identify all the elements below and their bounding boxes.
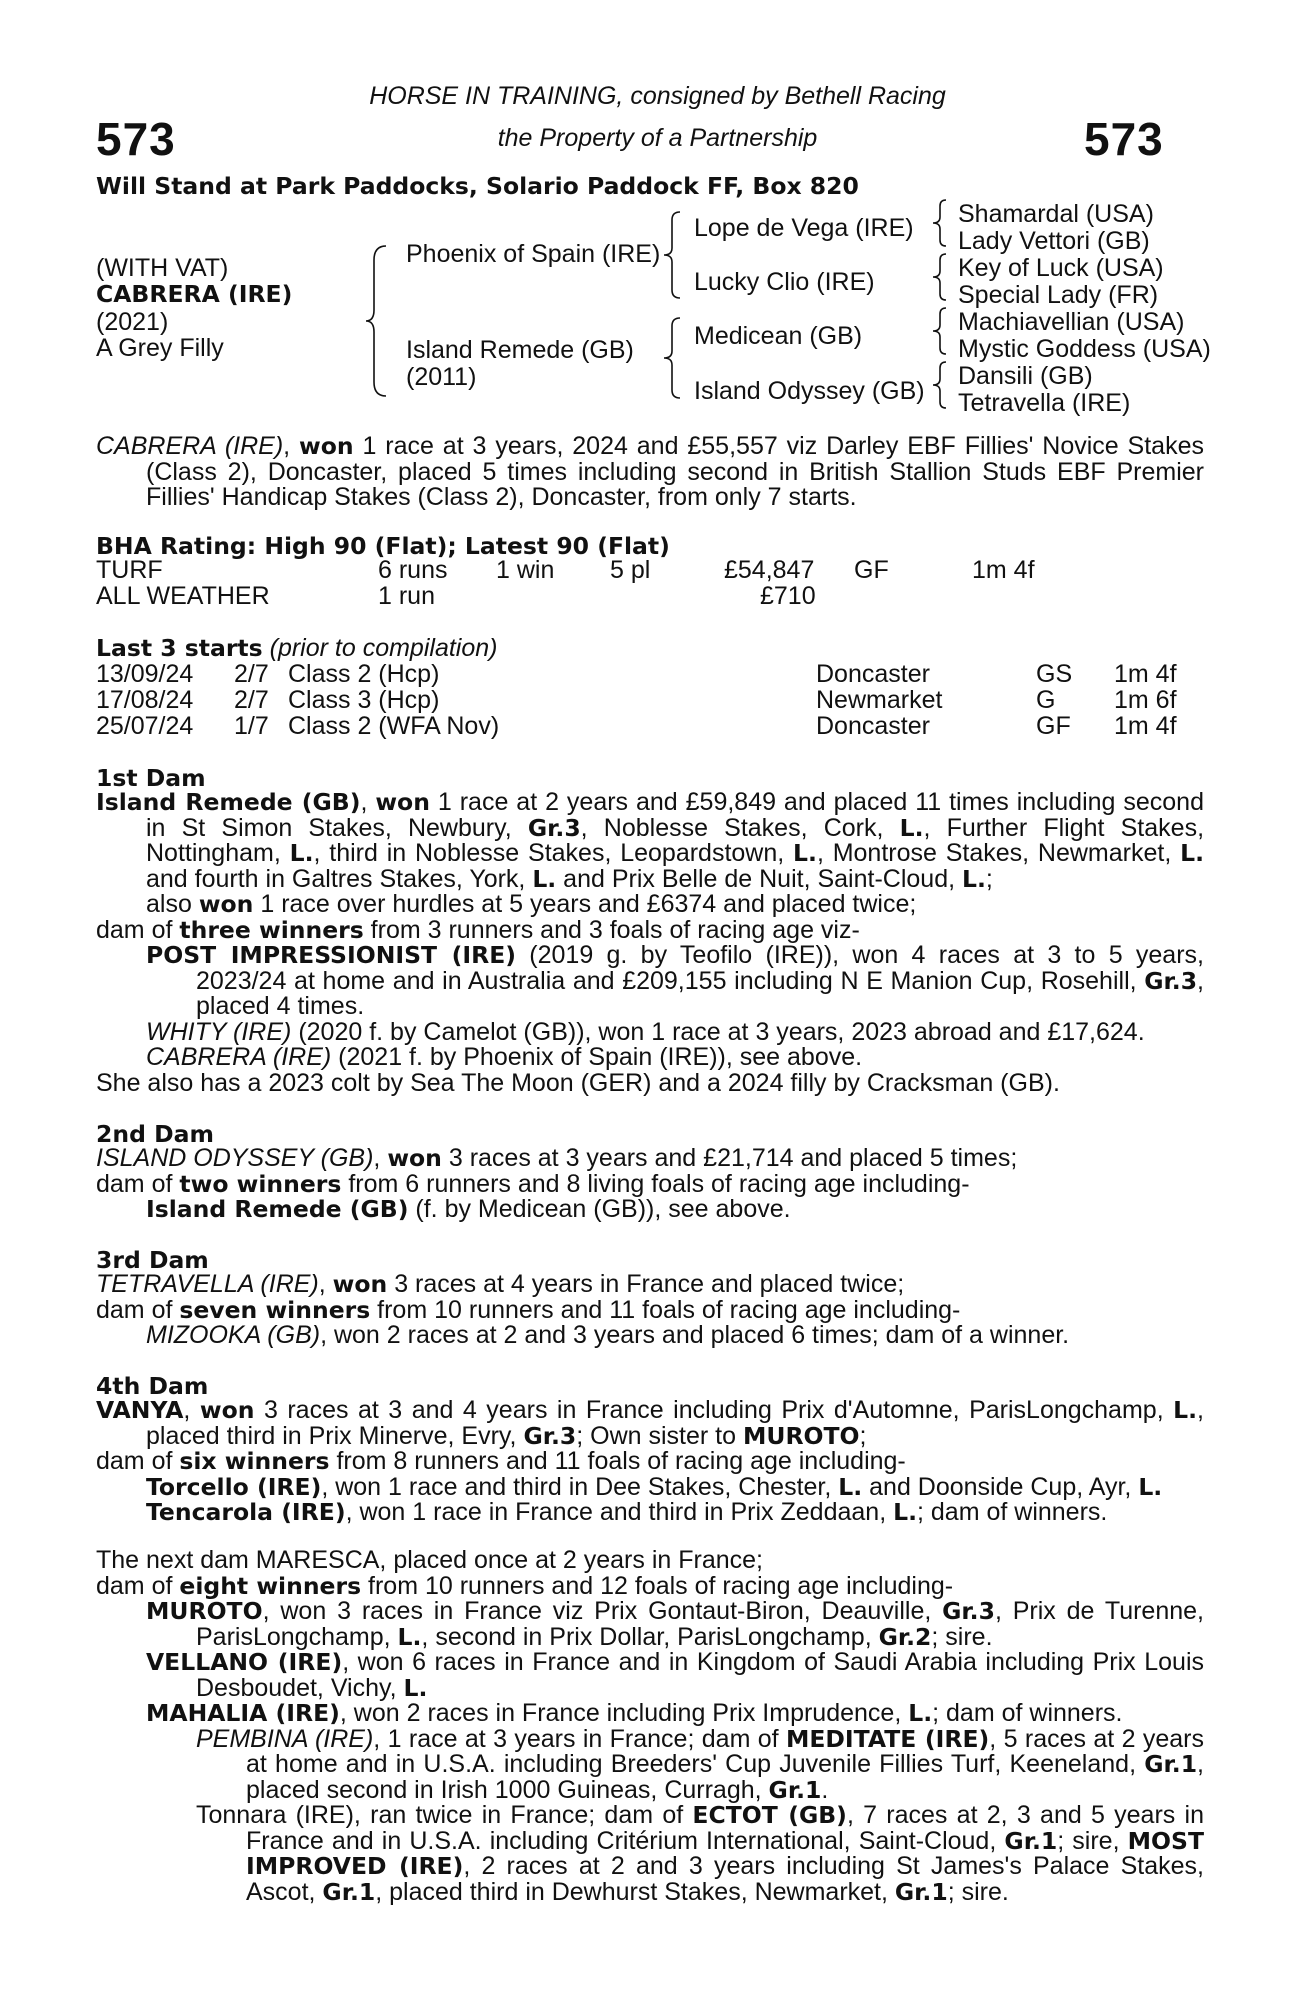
grade: L.: [793, 839, 817, 867]
record-placed: 5 pl: [610, 556, 651, 584]
first-dam-record: Island Remede (GB), won 1 race at 2 years and £59,849 and placed 11 times including second in St Simon Stakes, Newbury, Gr.3, Noblesse Stakes, Cork, L., Further Flight Stakes, Nottingham, L., third in Noblesse Stakes, Leopardstown, L., Montrose Stakes, Newmarket, L. and fourth in Galtres Stakes, York, L. and Prix Belle de Nuit, Saint-Cloud, L.; also won 1 race over hurdles at 5 years and £6374 and placed twice;: [96, 788, 1205, 918]
start-date: 25/07/24: [96, 712, 194, 740]
grade: L.: [1180, 839, 1204, 867]
dam-name: ISLAND ODYSSEY (GB): [96, 1144, 374, 1172]
summary-won: won: [299, 432, 354, 460]
first-dam-produce-intro: [96, 915, 1204, 944]
sire-brace-icon: [668, 212, 682, 298]
text: ; Own sister to: [576, 1421, 743, 1450]
text: , 7 races at 2, 3 and 5 years in France and in U.S.A. including Critérium International, Saint-Cloud,: [246, 1801, 1204, 1855]
lot-number-right: 573: [1084, 113, 1164, 165]
text: ;: [985, 864, 993, 893]
start-course: Newmarket: [816, 686, 943, 714]
text: , won 2 races in France including Prix Imprudence,: [339, 1699, 909, 1727]
horse-description: A Grey Filly: [96, 334, 224, 362]
text: 1 race over hurdles at 5 years and £6374 and placed twice;: [253, 890, 917, 918]
grade: Gr.1: [1004, 1826, 1058, 1855]
won-label: won: [387, 1144, 442, 1172]
text: , third in Noblesse Stakes, Leopardstown,: [313, 839, 794, 867]
text: dam of: [96, 1447, 180, 1475]
summary-text: 1 race at 3 years, 2024 and £55,557 viz Darley EBF Fillies' Novice Stakes (Class 2), Doncaster, placed 5 times including second in British Stallion Studs EBF Premier Fillies' Handicap Stakes (Class 2), Doncaster, from only 7 starts.: [146, 432, 1204, 511]
text: dam of: [96, 1571, 180, 1600]
text: , won 1 race and third in Dee Stakes, Chester,: [321, 1472, 839, 1501]
sire-sire-sire: Shamardal (USA): [958, 200, 1154, 228]
text: dam of: [96, 1169, 180, 1198]
third-dam-section: TETRAVELLA (IRE), won 3 races at 4 years in France and placed twice; dam of seven winners from 10 runners and 11 foals of racing age including- MIZOOKA (GB), won 2 races at 2 and 3 years and placed 6 times; dam of a winner.: [96, 1272, 1204, 1349]
text: , 1 race at 3 years in France; dam of: [373, 1724, 786, 1753]
dam-name: VANYA: [96, 1396, 184, 1424]
text: ; sire,: [1057, 1826, 1128, 1855]
produce-entry: [96, 1599, 1204, 1650]
text: also: [146, 890, 199, 918]
produce-name: ECTOT (GB): [692, 1801, 847, 1829]
text: , placed third in Dewhurst Stakes, Newmarket,: [375, 1877, 895, 1906]
text: (2021 f. by Phoenix of Spain (IRE)), see above.: [331, 1043, 863, 1071]
produce-name: MIZOOKA (GB): [146, 1321, 321, 1349]
second-dam-heading: 2nd Dam: [96, 1120, 214, 1148]
produce-name: MEDITATE (IRE): [785, 1724, 990, 1753]
grade: Gr.3: [1144, 966, 1198, 995]
grade: Gr.1: [894, 1877, 948, 1906]
text: from 10 runners and 12 foals of racing age including-: [361, 1571, 954, 1600]
produce-entry: [96, 943, 1204, 1020]
last-starts-title: Last 3 starts: [96, 634, 263, 662]
start-position: 1/7: [234, 712, 269, 740]
produce-entry: [96, 1500, 1204, 1526]
text: , won 1 race in France and third in Prix Zeddaan,: [345, 1498, 894, 1526]
text: ; dam of winners.: [917, 1498, 1108, 1526]
text: 3 races at 4 years in France and placed twice;: [387, 1270, 905, 1298]
start-distance: 1m 6f: [1114, 686, 1177, 714]
text: (2020 f. by Camelot (GB)), won 1 race at 3 years, 2023 abroad and £17,624.: [291, 1017, 1145, 1046]
text: , Noblesse Stakes, Cork,: [580, 813, 900, 842]
grade: Gr.3: [527, 813, 581, 842]
text: and fourth in Galtres Stakes, York,: [146, 864, 533, 893]
start-course: Doncaster: [816, 660, 930, 688]
text: , 2 races at 2 and 3 years including St James's Palace Stakes, Ascot,: [246, 1852, 1204, 1906]
record-surface: TURF: [96, 556, 163, 584]
text: from 8 runners and 11 foals of racing age including-: [329, 1447, 906, 1475]
text: from 6 runners and 8 living foals of racing age including-: [341, 1169, 970, 1198]
winners-count: seven winners: [179, 1295, 371, 1324]
last-starts-heading: [96, 636, 497, 662]
text: , won 3 races in France viz Prix Gontaut-Biron, Deauville,: [262, 1597, 943, 1625]
produce-name: Tencarola (IRE): [146, 1498, 346, 1526]
next-dam-line: The next dam MARESCA, placed once at 2 years in France;: [96, 1546, 763, 1574]
grade: L.: [289, 839, 314, 867]
produce-name: CABRERA (IRE): [146, 1043, 332, 1071]
grade: L.: [908, 1699, 933, 1727]
text: , Prix de Turenne, ParisLongchamp,: [196, 1597, 1204, 1651]
record-surface: ALL WEATHER: [96, 582, 270, 610]
grade: Gr.3: [942, 1597, 995, 1625]
dam-sire-dam: Mystic Goddess (USA): [958, 335, 1211, 363]
main-brace-icon: [370, 246, 390, 396]
produce-name: MAHALIA (IRE): [146, 1699, 340, 1727]
produce-entry: [96, 1650, 1204, 1701]
start-date: 13/09/24: [96, 660, 194, 688]
lot-number-left: 573: [96, 113, 176, 165]
text: dam of: [96, 915, 180, 944]
produce-entry: [96, 1045, 1204, 1071]
grade: L.: [962, 864, 986, 893]
grade: Gr.1: [1144, 1750, 1198, 1778]
dam-sire: Medicean (GB): [694, 322, 863, 350]
text: ; sire.: [947, 1877, 1009, 1906]
sire: Phoenix of Spain (IRE): [406, 240, 661, 268]
grade: Gr.1: [322, 1877, 376, 1906]
dam-name: TETRAVELLA (IRE): [96, 1270, 319, 1298]
also-has-note: She also has a 2023 colt by Sea The Moon (GER) and a 2024 filly by Cracksman (GB).: [96, 1068, 1060, 1097]
fourth-dam-heading: 4th Dam: [96, 1372, 209, 1400]
text: and Prix Belle de Nuit, Saint-Cloud,: [556, 864, 962, 893]
grade: L.: [838, 1472, 863, 1501]
sire-sire-dam: Lady Vettori (GB): [958, 227, 1150, 255]
brace-icon: [936, 200, 948, 246]
dam-name: Island Remede (GB): [96, 788, 361, 816]
text: , won 2 races at 2 and 3 years and placed 6 times; dam of a winner.: [320, 1321, 1070, 1349]
property-line: the Property of a Partnership: [497, 124, 818, 152]
third-dam-heading: 3rd Dam: [96, 1246, 209, 1274]
location-line: Will Stand at Park Paddocks, Solario Paddock FF, Box 820: [96, 172, 859, 200]
start-going: GF: [1036, 712, 1071, 740]
grade: L.: [899, 813, 924, 842]
produce-name: Torcello (IRE): [146, 1472, 322, 1501]
start-distance: 1m 4f: [1114, 660, 1177, 688]
text: from 10 runners and 11 foals of racing age including-: [370, 1295, 961, 1324]
record-earnings: £54,847: [724, 556, 815, 584]
produce-name: WHITY (IRE): [146, 1017, 292, 1046]
start-race: Class 2 (Hcp): [288, 660, 440, 688]
sire-dam-sire: Key of Luck (USA): [958, 254, 1164, 282]
produce-name: MUROTO: [146, 1597, 263, 1625]
dam-dam-dam: Tetravella (IRE): [958, 389, 1131, 417]
produce-entry: [96, 1724, 1204, 1804]
grade: L.: [397, 1622, 422, 1651]
produce-entry: [96, 1197, 1204, 1223]
start-date: 17/08/24: [96, 686, 194, 714]
first-dam-section: [96, 790, 1204, 1096]
text: , placed 4 times.: [196, 966, 1204, 1020]
text: ; dam of winners.: [932, 1699, 1123, 1727]
text: , Montrose Stakes, Newmarket,: [816, 839, 1181, 867]
last-starts-note: (prior to compilation): [269, 634, 498, 662]
dam-brace-icon: [668, 318, 682, 398]
produce-entry: [96, 1472, 1204, 1501]
horse-summary: CABRERA (IRE), won 1 race at 3 years, 2024 and £55,557 viz Darley EBF Fillies' Novice Stakes (Class 2), Doncaster, placed 5 times including second in British Stallion Studs EBF Premier Fillies' Handicap Stakes (Class 2), Doncaster, from only 7 starts.: [96, 432, 1204, 511]
produce-entry: [96, 1323, 1204, 1349]
record-runs: 6 runs: [378, 556, 448, 584]
dam-year: (2011): [406, 363, 477, 391]
bha-rating-heading: BHA Rating: High 90 (Flat); Latest 90 (Flat): [96, 532, 670, 560]
dam-sire-sire: Machiavellian (USA): [958, 308, 1185, 336]
sire-dam: Lucky Clio (IRE): [694, 268, 875, 296]
winners-count: eight winners: [179, 1571, 362, 1600]
text: (2019 g. by Teofilo (IRE)), won 4 races at 3 to 5 years, 2023/24 at home and in Australia and £209,155 including N E Manion Cup, Rosehill,: [196, 941, 1204, 995]
produce-entry: [96, 1017, 1204, 1046]
text: Tonnara (IRE), ran twice in France; dam of: [196, 1801, 693, 1829]
grade: Gr.3: [523, 1421, 577, 1450]
start-position: 2/7: [234, 660, 269, 688]
text: 3 races at 3 and 4 years in France including Prix d'Automne, ParisLongchamp,: [254, 1396, 1174, 1424]
winners-count: three winners: [179, 915, 364, 944]
grade: L.: [532, 864, 557, 893]
text: 1 race at 2 years and £59,849 and placed 11 times including second in St Simon Stakes, Newbury,: [146, 788, 1204, 842]
text: 3 races at 3 years and £21,714 and placed 5 times;: [441, 1144, 1018, 1172]
sister-name: MUROTO: [742, 1421, 860, 1450]
text: .: [821, 1775, 829, 1804]
dam-dam-sire: Dansili (GB): [958, 362, 1093, 390]
sire-dam-dam: Special Lady (FR): [958, 281, 1159, 309]
dam-dam: Island Odyssey (GB): [694, 377, 925, 405]
produce-entry: [96, 1803, 1204, 1905]
record-distance: 1m 4f: [972, 556, 1035, 584]
text: (f. by Medicean (GB)), see above.: [408, 1195, 791, 1223]
grade: Gr.2: [878, 1622, 932, 1651]
horse-name: CABRERA (IRE): [96, 280, 293, 308]
brace-icon: [936, 362, 948, 408]
brace-icon: [936, 254, 948, 300]
text: dam of: [96, 1295, 180, 1324]
text: from 3 runners and 3 foals of racing age viz-: [363, 915, 860, 944]
start-going: G: [1036, 686, 1056, 714]
start-position: 2/7: [234, 686, 269, 714]
first-dam-heading: 1st Dam: [96, 764, 206, 792]
text: , placed third in Prix Minerve, Evry,: [146, 1396, 1204, 1450]
winners-count: six winners: [179, 1447, 330, 1475]
horse-year: (2021): [96, 308, 169, 336]
text: ; sire.: [931, 1622, 993, 1651]
grade: L.: [1138, 1472, 1163, 1501]
grade: Gr.1: [768, 1775, 822, 1804]
record-runs: 1 run: [378, 582, 435, 610]
won-label: won: [198, 890, 254, 918]
produce-name: POST IMPRESSIONIST (IRE): [146, 941, 516, 969]
consignor-line: HORSE IN TRAINING, consigned by Bethell Racing: [369, 82, 946, 110]
start-race: Class 3 (Hcp): [288, 686, 440, 714]
grade: L.: [403, 1673, 428, 1702]
start-race: Class 2 (WFA Nov): [288, 712, 500, 740]
text: , Further Flight Stakes, Nottingham,: [146, 813, 1205, 867]
produce-name: VELLANO (IRE): [146, 1648, 343, 1676]
text: , 5 races at 2 years at home and in U.S.A. including Breeders' Cup Juvenile Fillies Turf, Keeneland,: [246, 1724, 1204, 1778]
grade: L.: [1173, 1396, 1198, 1424]
vat-label: (WITH VAT): [96, 254, 229, 282]
fourth-dam-section: VANYA, won 3 races at 3 and 4 years in France including Prix d'Automne, ParisLongchamp, L., placed third in Prix Minerve, Evry, Gr.3; Own sister to MUROTO; dam of six winners from 8 runners and 11 foals of racing age including- Torcello (IRE), won 1 race and third in Dee Stakes, Chester, L. and Doonside Cup, Ayr, L. Tencarola (IRE), won 1 race in France and third in Prix Zeddaan, L.; dam of winners.: [96, 1396, 1204, 1526]
winners-count: two winners: [179, 1169, 342, 1198]
dam: Island Remede (GB): [406, 336, 634, 364]
sire-sire: Lope de Vega (IRE): [694, 214, 914, 242]
brace-icon: [936, 308, 948, 354]
text: ;: [859, 1421, 867, 1450]
produce-name: PEMBINA (IRE): [196, 1724, 374, 1753]
second-dam-section: ISLAND ODYSSEY (GB), won 3 races at 3 years and £21,714 and placed 5 times; dam of two winners from 6 runners and 8 living foals of racing age including- Island Remede (GB) (f. by Medicean (GB)), see above.: [96, 1146, 1204, 1223]
record-going: GF: [854, 556, 889, 584]
record-wins: 1 win: [496, 556, 555, 584]
start-distance: 1m 4f: [1114, 712, 1177, 740]
next-dam-section: [96, 1548, 1204, 1905]
start-course: Doncaster: [816, 712, 930, 740]
start-going: GS: [1036, 660, 1073, 688]
text: , placed second in Irish 1000 Guineas, Curragh,: [246, 1750, 1204, 1804]
produce-name: MOST IMPROVED (IRE): [246, 1826, 1204, 1880]
record-earnings: £710: [760, 582, 816, 610]
text: , won 6 races in France and in Kingdom of Saudi Arabia including Prix Louis Desboudet, Vichy,: [196, 1648, 1204, 1702]
won-label: won: [199, 1396, 255, 1424]
produce-entry: [96, 1701, 1204, 1727]
summary-name: CABRERA (IRE): [96, 432, 284, 460]
won-label: won: [375, 788, 430, 816]
won-label: won: [332, 1270, 388, 1298]
produce-name: Island Remede (GB): [146, 1195, 409, 1223]
text: , second in Prix Dollar, ParisLongchamp,: [421, 1622, 879, 1651]
grade: L.: [893, 1498, 917, 1526]
text: and Doonside Cup, Ayr,: [862, 1472, 1139, 1501]
